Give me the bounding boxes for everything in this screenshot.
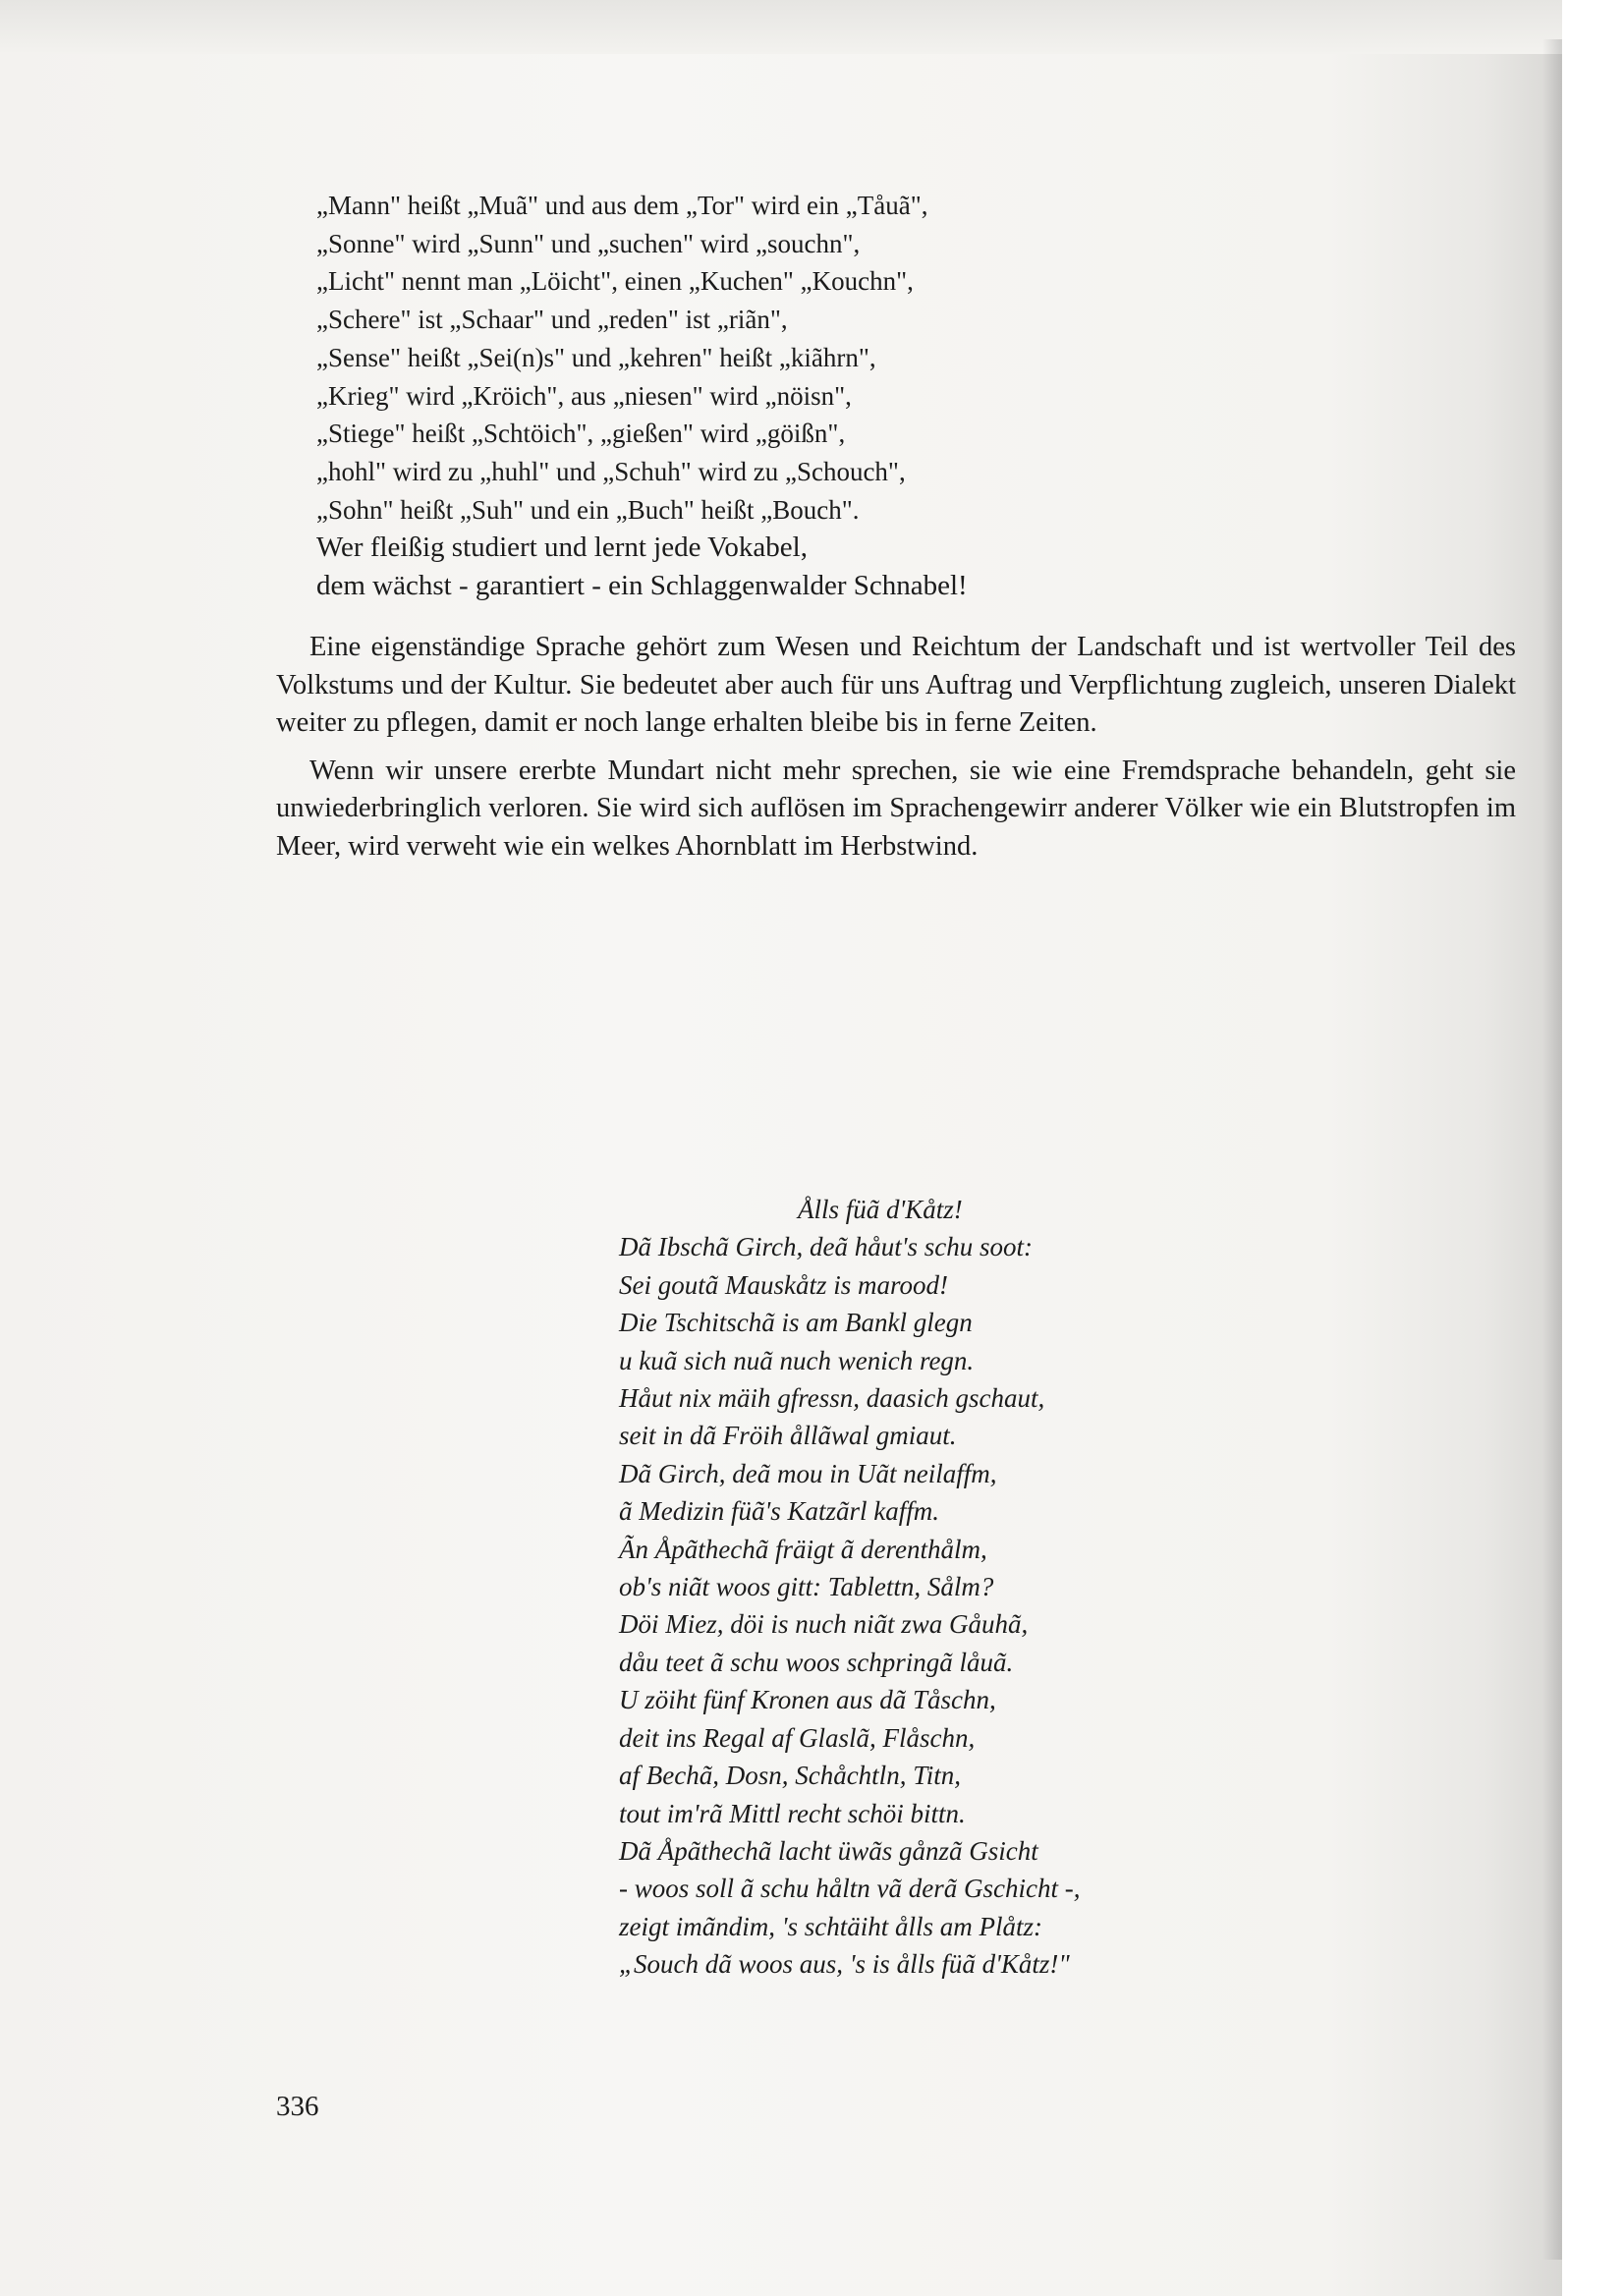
scan-margin xyxy=(1562,0,1624,2296)
poem-line: „Krieg" wird „Kröich", aus „niesen" wird „nöisn", xyxy=(316,380,852,411)
poem-line: „Souch dã woos aus, 's is ålls füã d'Kåtz!" xyxy=(619,1949,1070,1980)
poem-line: - woos soll ã schu håltn vã derã Gschicht -, xyxy=(619,1874,1081,1904)
poem-line: Dã Åpãthechã lacht üwãs gånzã Gsicht xyxy=(619,1835,1038,1866)
prose-paragraph: Eine eigenständige Sprache gehört zum Wesen und Reichtum der Landschaft und ist wertvoller Teil des Volkstums und der Kultur. Sie bedeutet aber auch für uns Auftrag und Verpflichtung zugleich, unseren Dialekt weiter zu pflegen, damit er noch lange erhalten bleibe bis in ferne Zeiten. xyxy=(276,632,1516,738)
poem-line: Wer fleißig studiert und lernt jede Vokabel, xyxy=(316,532,808,564)
poem-line: „hohl" wird zu „huhl" und „Schuh" wird zu „Schouch", xyxy=(316,456,906,486)
prose-paragraph: Wenn wir unsere ererbte Mundart nicht mehr sprechen, sie wie eine Fremdsprache behandeln, geht sie unwiederbringlich verloren. Sie wird sich auflösen im Sprachengewirr anderer Völker wie ein Blutstropfen im Meer, wird verweht wie ein welkes Ahornblatt im Herbstwind. xyxy=(276,755,1516,862)
page-number: 336 xyxy=(276,2091,319,2122)
poem-line: seit in dã Fröih ållãwal gmiaut. xyxy=(619,1421,957,1451)
prose-section xyxy=(276,629,1516,875)
poem-line: Dã Girch, deã mou in Uãt neilaffm, xyxy=(619,1458,997,1488)
scan-top-shadow xyxy=(0,0,1562,54)
poem-line: dem wächst - garantiert - ein Schlaggenwalder Schnabel! xyxy=(316,570,968,602)
poem-line: Håut nix mäih gfressn, daasich gschaut, xyxy=(619,1383,1045,1414)
poem-line: „Stiege" heißt „Schtöich", „gießen" wird „göißn", xyxy=(316,419,846,449)
poem-line: deit ins Regal af Glaslã, Flåschn, xyxy=(619,1722,976,1753)
poem-line: u kuã sich nuã nuch wenich regn. xyxy=(619,1345,975,1375)
poem-line: Die Tschitschã is am Bankl glegn xyxy=(619,1308,973,1338)
poem-line: „Mann" heißt „Muã" und aus dem „Tor" wird ein „Tåuã", xyxy=(316,191,928,220)
poem-line: zeigt imãndim, 's schtäiht ålls am Plåtz: xyxy=(619,1911,1043,1941)
poem-line: tout im'rã Mittl recht schöi bittn. xyxy=(619,1798,966,1828)
poem-line: „Licht" nennt man „Löicht", einen „Kuchen" „Kouchn", xyxy=(316,266,914,297)
poem-line: U zöiht fünf Kronen aus dã Tåschn, xyxy=(619,1685,996,1715)
poem-title: Ålls füã d'Kåtz! xyxy=(798,1195,963,1224)
dialect-word-poem xyxy=(316,187,1299,605)
poem-line: af Bechã, Dosn, Schåchtln, Titn, xyxy=(619,1761,961,1791)
poem-line: Döi Miez, döi is nuch niãt zwa Gåuhã, xyxy=(619,1609,1029,1640)
poem-line: „Sohn" heißt „Suh" und ein „Buch" heißt „Bouch". xyxy=(316,494,860,525)
poem-line: „Sense" heißt „Sei(n)s" und „kehren" heißt „kiãhrn", xyxy=(316,342,876,372)
katz-poem xyxy=(619,1191,1307,1984)
poem-line: dåu teet ã schu woos schpringã låuã. xyxy=(619,1647,1014,1677)
poem-line: „Sonne" wird „Sunn" und „suchen" wird „souchn", xyxy=(316,228,861,258)
poem-line: „Schere" ist „Schaar" und „reden" ist „riãn", xyxy=(316,305,788,335)
poem-line: ã Medizin füã's Katzãrl kaffm. xyxy=(619,1496,940,1527)
poem-line: ob's niãt woos gitt: Tablettn, Sålm? xyxy=(619,1572,994,1602)
poem-line: Sei goutã Mauskåtz is marood! xyxy=(619,1269,948,1300)
poem-line: Dã Ibschã Girch, deã håut's schu soot: xyxy=(619,1232,1033,1262)
poem-line: Ãn Åpãthechã fräigt ã derenthålm, xyxy=(619,1534,987,1564)
